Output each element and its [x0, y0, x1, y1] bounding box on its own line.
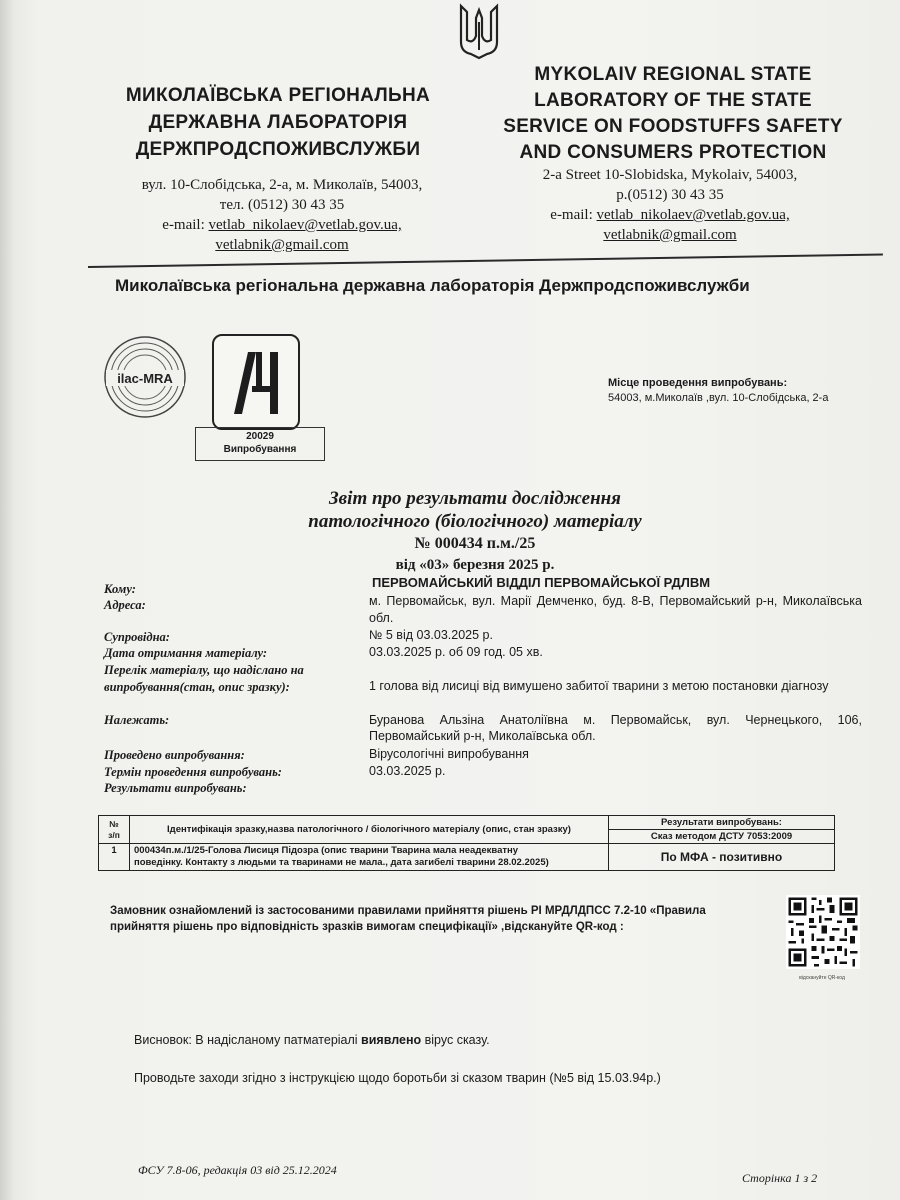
- tests-value: Вірусологічні випробування: [369, 747, 529, 761]
- row-description: 000434п.м./1/25-Голова Лисиця Підозра (опис тварини Тварина мала неадекватну поведінку. Контакту з людьми та тваринами не мала., дата загибелі тварини 28.02.2025): [130, 844, 609, 871]
- email-link[interactable]: vetlab_nikolaev@vetlab.gov.ua,: [208, 217, 402, 233]
- lab-name-ua: МИКОЛАЇВСЬКА РЕГІОНАЛЬНА ДЕРЖАВНА ЛАБОРАТОРІЯ ДЕРЖПРОДСПОЖИВСЛУЖБИ: [125, 85, 431, 160]
- conclusion: Висновок: В надісланому патматеріалі виявлено вірус сказу.: [134, 1033, 490, 1047]
- col-number-header: № з/п: [99, 816, 130, 844]
- owner-label: Належать:: [104, 713, 170, 727]
- col-method-header: Сказ методом ДСТУ 7053:2009: [609, 830, 835, 844]
- lab-name-en: MYKOLAIV REGIONAL STATE LABORATORY OF THE STATE SERVICE ON FOODSTUFFS SAFETY AND CONSUMERS PROTECTION: [503, 64, 843, 163]
- ilac-text: ilac-MRA: [117, 371, 173, 386]
- page-number: Сторінка 1 з 2: [742, 1171, 818, 1185]
- term-value: 03.03.2025 р.: [369, 764, 446, 778]
- lab-contacts-ua: вул. 10-Слобідська, 2-а, м. Миколаїв, 54003, тел. (0512) 30 43 35 e-mail: vetlab_nikolaev@vetlab.gov.ua, vetlabnik@gmail.com: [141, 177, 423, 253]
- report-date: від «03» березня 2025 р.: [395, 557, 555, 573]
- ha-logo-icon: [226, 346, 286, 418]
- email-link[interactable]: vetlabnik@gmail.com: [603, 227, 737, 243]
- col-results-header: Результати випробувань:: [609, 816, 835, 830]
- measures-text: Проводьте заходи згідно з інструкцією щодо боротьби зі сказом тварин (№5 від 15.03.94р.): [134, 1071, 661, 1085]
- report-number: № 000434 п.м./25: [414, 535, 536, 552]
- results-table: [98, 815, 835, 871]
- row-result: По МФА - позитивно: [609, 844, 835, 871]
- email-link[interactable]: vetlab_nikolaev@vetlab.gov.ua,: [596, 207, 790, 223]
- lab-contacts-en: 2-a Street 10-Slobidska, Mykolaiv, 54003, p.(0512) 30 43 35 e-mail: vetlab_nikolaev@vetlab.gov.ua, vetlabnik@gmail.com: [542, 167, 798, 243]
- table-header-row: [99, 816, 835, 830]
- term-label: Термін проведення випробувань:: [104, 765, 282, 779]
- cover-label: Супровідна:: [104, 630, 170, 644]
- qr-code-icon[interactable]: [786, 895, 860, 969]
- received-label: Дата отримання матеріалу:: [104, 646, 268, 660]
- owner-value: Буранова Альзіна Анатоліївна м. Первомайськ, вул. Чернецького, 106, Первомайський р-н, Миколаївська обл.: [369, 713, 862, 743]
- form-code: ФСУ 7.8-06, редакція 03 від 25.12.2024: [138, 1163, 337, 1177]
- material-list-value: 1 голова від лисиці від вимушено забитої тварини з метою постановки діагнозу: [369, 679, 829, 693]
- accreditation-mark: [212, 334, 300, 430]
- material-list-label-2: випробування(стан, опис зразку):: [104, 680, 290, 694]
- qr-caption: відскануйте QR-код: [799, 975, 845, 981]
- header-divider: [88, 254, 883, 268]
- address-label: Адреса:: [104, 598, 146, 612]
- material-list-label-1: Перелік матеріалу, що надіслано на: [104, 663, 304, 677]
- results-label: Результати випробувань:: [104, 781, 247, 795]
- test-location: Місце проведення випробувань: 54003, м.Миколаїв ,вул. 10-Слобідська, 2-а: [608, 377, 829, 404]
- accreditation-number-box: 20029 Випробування: [195, 427, 325, 461]
- to-label: Кому:: [104, 582, 136, 596]
- decision-rules-note: Замовник ознайомлений із застосованими правилами прийняття рішень РІ МРДЛДПСС 7.2-10 «Правила прийняття рішень про відповідність зразків вимогам специфікації» ,відскануйте QR-код :: [110, 905, 706, 933]
- email-link[interactable]: vetlabnik@gmail.com: [215, 237, 349, 253]
- cover-value: № 5 від 03.03.2025 р.: [369, 628, 493, 642]
- to-value: ПЕРВОМАЙСЬКИЙ ВІДДІЛ ПЕРВОМАЙСЬКОЇ РДЛВМ: [372, 575, 711, 590]
- received-value: 03.03.2025 р. об 09 год. 05 хв.: [369, 645, 543, 659]
- report-title: Звіт про результати дослідження патологічного (біологічного) матеріалу: [308, 488, 642, 532]
- row-number: 1: [99, 844, 130, 871]
- col-ident-header: Ідентифікація зразку,назва патологічного / біологічного матеріалу (опис, стан зразку): [130, 816, 609, 844]
- address-value: м. Первомайськ, вул. Марії Демченко, буд. 8-В, Первомайський р-н, Миколаївська обл.: [369, 594, 862, 625]
- table-row: [99, 844, 835, 871]
- ilac-mra-logo-icon: [100, 332, 190, 422]
- lab-subheader: Миколаївська регіональна державна лабораторія Держпродспоживслужби: [115, 276, 750, 295]
- tests-label: Проведено випробування:: [104, 748, 245, 762]
- trident-emblem-icon: [455, 2, 503, 60]
